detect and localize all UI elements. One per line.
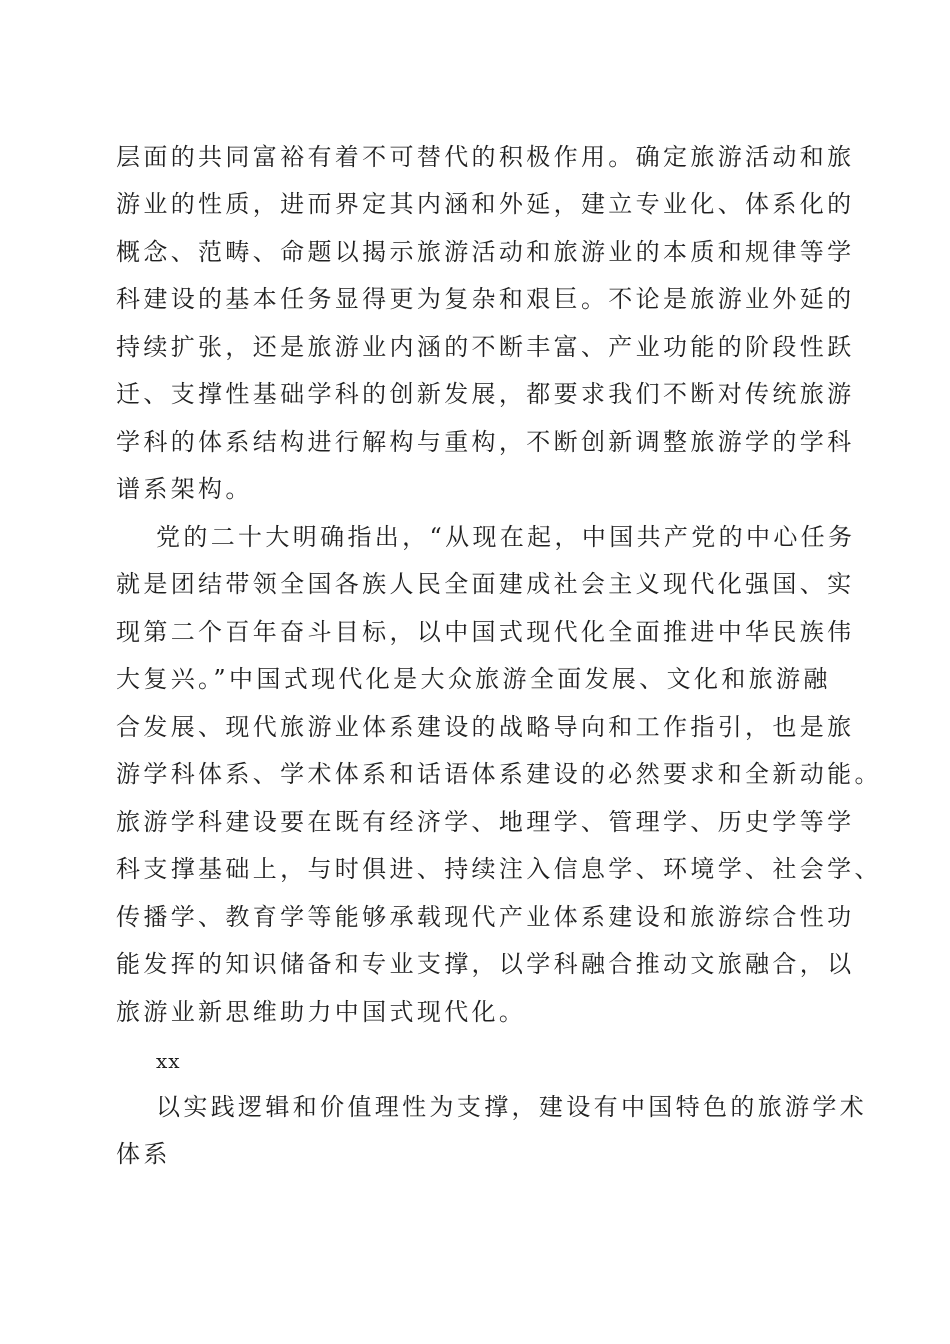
- text-line: 谱系架构。: [116, 475, 253, 503]
- section-heading-line: 体系: [116, 1140, 171, 1168]
- text-line: 科建设的基本任务显得更为复杂和艰巨。不论是旅游业外延的: [116, 285, 855, 313]
- text-line: 概念、范畴、命题以揭示旅游活动和旅游业的本质和规律等学: [116, 238, 855, 266]
- text-line: 旅游学科建设要在既有经济学、地理学、管理学、历史学等学: [116, 808, 855, 836]
- text-line: 游学科体系、学术体系和话语体系建设的必然要求和全新动能。: [116, 760, 882, 788]
- text-line: 科支撑基础上，与时俱进、持续注入信息学、环境学、社会学、: [116, 855, 882, 883]
- text-line: 现第二个百年奋斗目标，以中国式现代化全面推进中华民族伟: [116, 618, 855, 646]
- text-line: 持续扩张，还是旅游业内涵的不断丰富、产业功能的阶段性跃: [116, 333, 855, 361]
- text-line: 大复兴。”中国式现代化是大众旅游全面发展、文化和旅游融: [116, 665, 831, 693]
- text-line: 能发挥的知识储备和专业支撑，以学科融合推动文旅融合，以: [116, 950, 855, 978]
- text-line: 迁、支撑性基础学科的创新发展，都要求我们不断对传统旅游: [116, 380, 855, 408]
- text-line: 传播学、教育学等能够承载现代产业体系建设和旅游综合性功: [116, 903, 855, 931]
- text-line: 旅游业新思维助力中国式现代化。: [116, 998, 527, 1026]
- text-line: 游业的性质，进而界定其内涵和外延，建立专业化、体系化的: [116, 190, 855, 218]
- section-number: xx: [156, 1049, 181, 1073]
- text-line: 层面的共同富裕有着不可替代的积极作用。确定旅游活动和旅: [116, 143, 855, 171]
- paragraph-start-line: 党的二十大明确指出，“从现在起，中国共产党的中心任务: [156, 523, 856, 551]
- text-line: 就是团结带领全国各族人民全面建成社会主义现代化强国、实: [116, 570, 855, 598]
- text-line: 合发展、现代旅游业体系建设的战略导向和工作指引，也是旅: [116, 713, 855, 741]
- text-line: 学科的体系结构进行解构与重构，不断创新调整旅游学的学科: [116, 428, 855, 456]
- section-heading-line: 以实践逻辑和价值理性为支撑，建设有中国特色的旅游学术: [156, 1093, 868, 1121]
